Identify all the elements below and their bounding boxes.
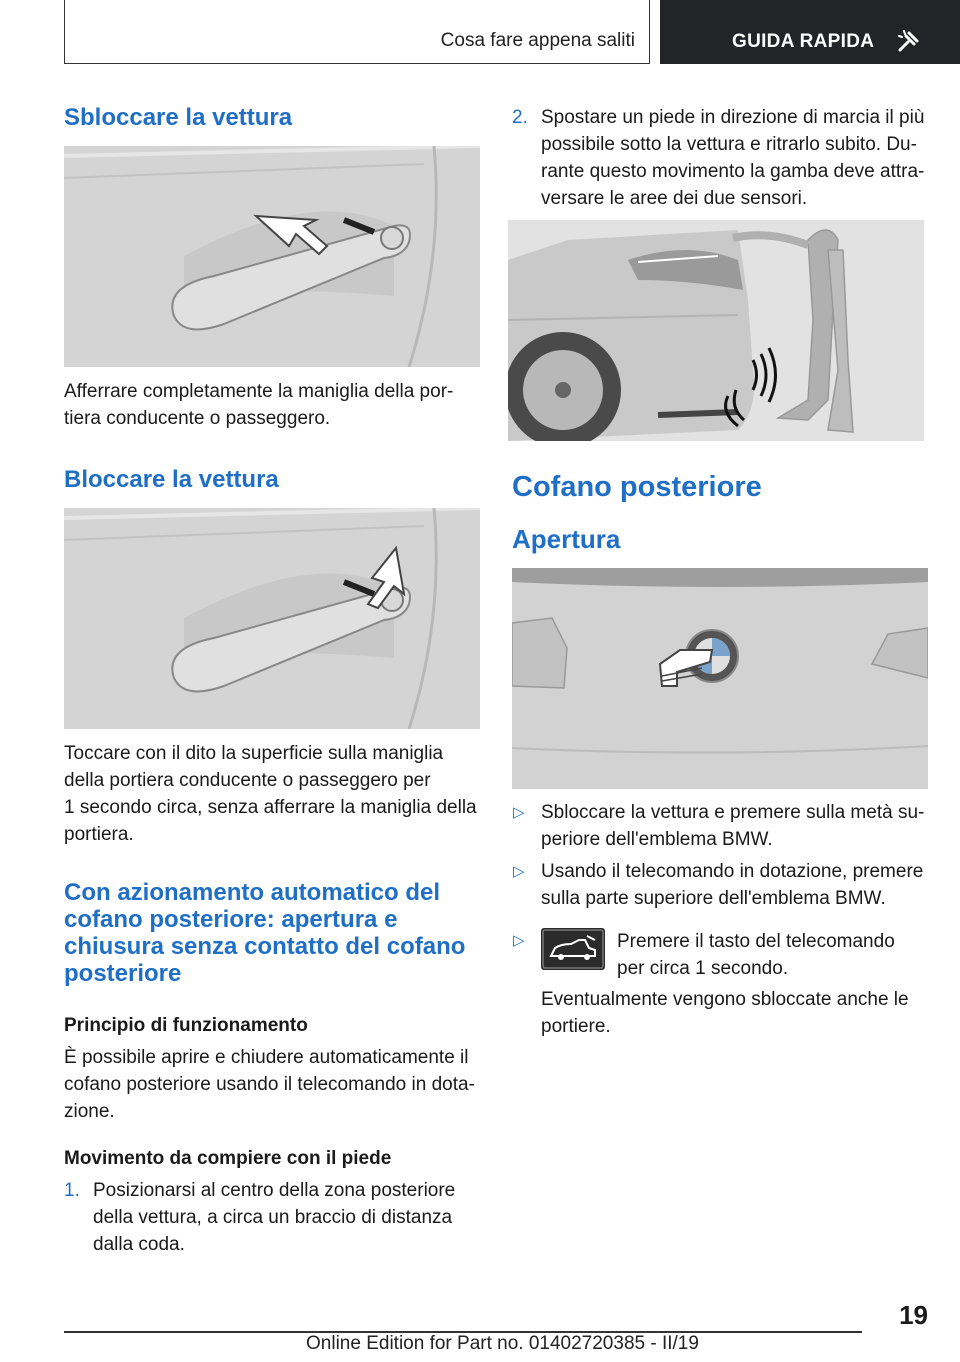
unlock-caption-line1: Afferrare completamente la maniglia della por- (64, 381, 454, 402)
step1-line1: Posizionarsi al centro della zona posteriore (93, 1180, 456, 1201)
lock-caption-line3: 1 secondo circa, senza afferrare la maniglia della (64, 797, 477, 818)
principle-line2: cofano posteriore usando il telecomando in dota- (64, 1074, 475, 1095)
bullet2-line2: sulla parte superiore dell'emblema BMW. (541, 888, 886, 909)
tailgate-heading: Cofano posteriore (512, 471, 762, 503)
principle-line1: È possibile aprire e chiudere automaticamente il (64, 1047, 469, 1068)
bullet1-line2: periore dell'emblema BMW. (541, 829, 773, 850)
auto-tailgate-heading-line1: Con azionamento automatico del (64, 879, 441, 906)
header-quick-guide-tab[interactable] (660, 0, 960, 64)
bullet1-marker: ▷ (513, 804, 525, 821)
bullet1-line1: Sbloccare la vettura e premere sulla metà su- (541, 802, 925, 823)
foot-sensor-image (508, 220, 924, 441)
unlock-caption-line2: tiera conducente o passeggero. (64, 408, 331, 429)
principle-line3: zione. (64, 1101, 115, 1122)
unlock-door-handle-image (64, 146, 480, 367)
header-section-box (64, 0, 650, 64)
step2-line1: Spostare un piede in direzione di marcia il più (541, 107, 925, 128)
lock-caption-line1: Toccare con il dito la superficie sulla maniglia (64, 743, 444, 764)
unlock-heading: Sbloccare la vettura (64, 104, 293, 131)
opening-heading: Apertura (512, 524, 621, 554)
step2-line4: versare le aree dei due sensori. (541, 188, 808, 209)
bmw-emblem-image (512, 568, 928, 789)
bullet2-line1: Usando il telecomando in dotazione, premere (541, 861, 924, 882)
step1-line2: della vettura, a circa un braccio di distanza (93, 1207, 453, 1228)
header-section-title: Cosa fare appena saliti (440, 30, 635, 51)
footer-edition: Online Edition for Part no. 01402720385 - II/19 (306, 1333, 699, 1354)
lock-door-handle-image (64, 508, 480, 729)
note-line2: portiere. (541, 1016, 611, 1037)
step2-line2: possibile sotto la vettura e ritrarlo subito. Du- (541, 134, 917, 155)
note-line1: Eventualmente vengono sbloccate anche le (541, 989, 909, 1010)
header-tab-label: GUIDA RAPIDA (732, 31, 875, 52)
lock-caption-line4: portiera. (64, 824, 134, 845)
step1-line3: dalla coda. (93, 1234, 185, 1255)
auto-tailgate-heading-line2: cofano posteriore: apertura e (64, 906, 398, 933)
auto-tailgate-heading-line3: chiusura senza contatto del cofano (64, 933, 466, 960)
bullet3-line2: per circa 1 secondo. (617, 958, 789, 979)
car-tailgate-icon (541, 928, 605, 970)
bullet3-line1: Premere il tasto del telecomando (617, 931, 895, 952)
movement-heading: Movimento da compiere con il piede (64, 1148, 392, 1169)
lock-caption-line2: della portiera conducente o passeggero per (64, 770, 431, 791)
auto-tailgate-heading-line4: posteriore (64, 960, 182, 987)
quick-guide-icon (896, 28, 922, 54)
bullet2-marker: ▷ (513, 863, 525, 880)
page-number: 19 (899, 1300, 928, 1330)
step2-number: 2. (512, 107, 528, 128)
step1-number: 1. (64, 1180, 80, 1201)
principle-heading: Principio di funzionamento (64, 1015, 308, 1036)
lock-heading: Bloccare la vettura (64, 466, 279, 493)
remote-tailgate-button (541, 928, 605, 970)
bullet3-marker: ▷ (513, 932, 525, 949)
step2-line3: rante questo movimento la gamba deve attra- (541, 161, 925, 182)
